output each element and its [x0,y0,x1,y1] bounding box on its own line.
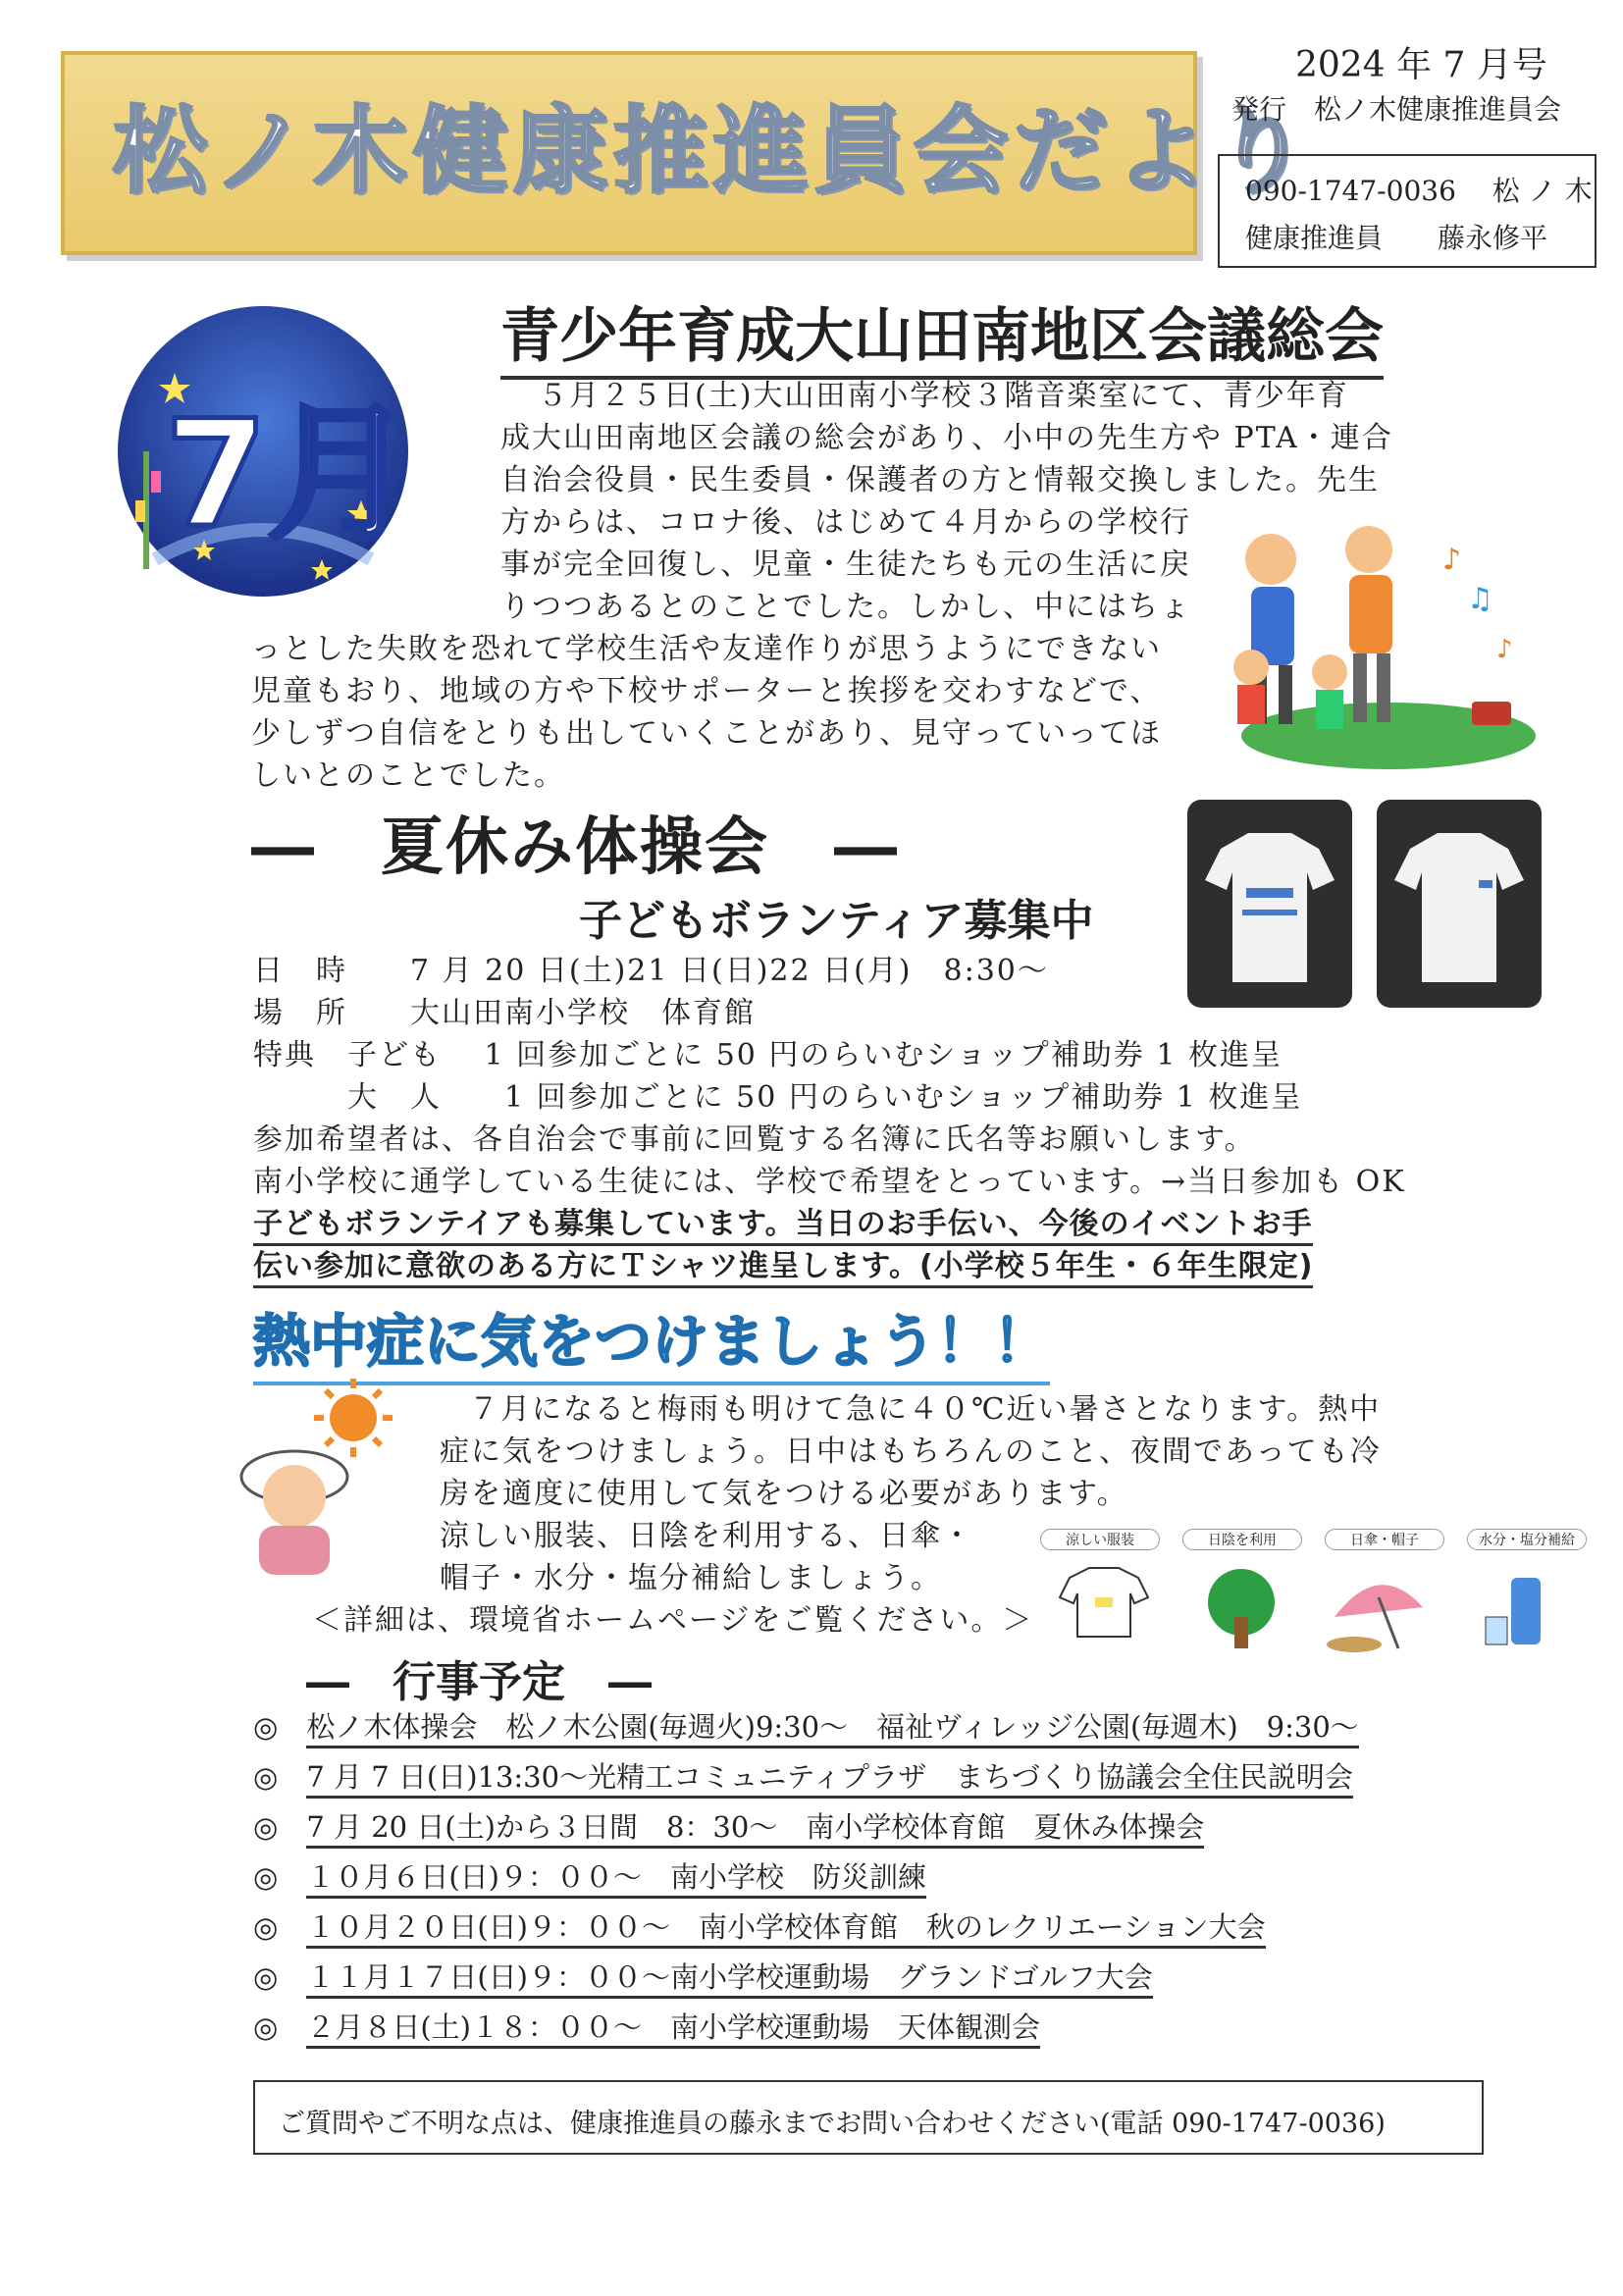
section-summer-exercise-title: ― 夏休み体操会 ― [251,811,899,884]
inquiry-box [253,2080,1484,2155]
event-benefit-adult-line: 大 人 1 回参加ごとに 50 円のらいむショップ補助券 1 枚進呈 [253,1080,1303,1115]
assembly-line-5: 事が完全回復し、児童・生徒たちも元の生活に戻 [500,548,1191,582]
assembly-line-6: りつつあるとのことでした。しかし、中にはちょ [500,590,1191,624]
issue-date: 2024 年 7 月号 [1295,45,1547,85]
assembly-line-3: 自治会役員・民生委員・保護者の方と情報交換しました。先生 [500,463,1380,497]
tshirt-icon [1060,1568,1148,1637]
section-volunteer-subtitle: 子どもボランティア募集中 [579,896,1094,946]
assembly-line-7: っとした失敗を恐れて学校生活や友達作りが思うようにできない [251,632,1162,666]
water-bottle-icon [1486,1578,1541,1644]
assembly-line-2: 成大山田南地区会議の総会があり、小中の先生方や PTA・連合 [500,421,1393,455]
heatstroke-line-1: ７月になると梅雨も明けて急に４０℃近い暑さとなります。熱中 [469,1392,1382,1427]
event-benefit-child-line: 特典 子ども 1 回参加ごとに 50 円のらいむショップ補助券 1 枚進呈 [253,1038,1283,1072]
contact-name: 健康推進員 藤永修平 [1245,222,1548,254]
schedule-item: ◎ １０月６日(日)９：００～ 南小学校 防災訓練 [253,1855,926,1896]
tshirt-photo-back [1377,800,1542,1008]
publisher: 発行 松ノ木健康推進員会 [1231,93,1562,126]
schedule-item: ◎ １０月２０日(日)９：００～ 南小学校体育館 秋のレクリエーション大会 [253,1905,1266,1946]
contact-box [1218,154,1597,268]
july-badge-text: 7月 [165,390,415,560]
event-place-line: 場 所 大山田南小学校 体育館 [253,996,756,1030]
tshirt-photo-front [1187,800,1352,1008]
volunteer-notice-line-1: 子どもボランテイアも募集しています。当日のお手伝い、今後のイベントお手 [253,1203,1313,1245]
assembly-line-10: しいとのことでした。 [251,758,565,793]
assembly-line-8: 児童もおり、地域の方や下校サポーターと挨拶を交わすなどで、 [251,674,1162,708]
event-registration-line: 参加希望者は、各自治会で事前に回覧する名簿に氏名等お願いします。 [253,1122,1256,1157]
svg-text:♫: ♫ [1467,582,1493,616]
contact-phone: 090-1747-0036 松 ノ 木 [1245,175,1593,207]
schedule-item: ◎ 7 月 7 日(日)13:30～光精工コミュニティプラザ まちづくり協議会全住民説明会 [253,1755,1353,1796]
cool-clothes-label: 涼しい服装 [1040,1529,1160,1550]
inquiry-text: ご質問やご不明な点は、健康推進員の藤永までお問い合わせください(電話 090-1747-0036) [279,2109,1386,2139]
volunteer-notice-line-2: 伝い参加に意欲のある方にＴシャツ進呈します。(小学校５年生・６年生限定) [253,1245,1313,1287]
heatstroke-line-2: 症に気をつけましょう。日中はもちろんのこと、夜間であっても冷 [440,1435,1382,1469]
assembly-line-9: 少しずつ自信をとりも出していくことがあり、見守っていってほ [251,716,1162,751]
svg-text:♪: ♪ [1496,635,1513,664]
section-schedule-title: ― 行事予定 ― [306,1657,652,1707]
woman-with-sun-illustration [236,1379,393,1575]
assembly-line-4: 方からは、コロナ後、はじめて４月からの学校行 [500,505,1191,540]
heatstroke-note: ＜詳細は、環境省ホームページをご覧ください。＞ [312,1603,1034,1638]
tree-icon [1208,1569,1275,1648]
heatstroke-line-4: 涼しい服装、日陰を利用する、日傘・ [440,1519,973,1553]
schedule-item: ◎ 松ノ木体操会 松ノ木公園(毎週火)9:30～ 福祉ヴィレッジ公園(毎週木) 9:30～ [253,1705,1359,1746]
heatstroke-line-5: 帽子・水分・塩分補給しましょう。 [440,1561,942,1595]
newsletter-title: 松ノ木健康推進員会だより [113,96,1314,206]
heat-prevention-icons [1040,1529,1590,1656]
schedule-item: ◎ ２月８日(土)１８：００～ 南小学校運動場 天体観測会 [253,2006,1040,2046]
heatstroke-line-3: 房を適度に使用して気をつける必要があります。 [440,1477,1128,1511]
section-assembly-title: 青少年育成大山田南地区会議総会 [500,289,1384,380]
event-date-line: 日 時 7 月 20 日(土)21 日(日)22 日(月) 8:30～ [253,954,1049,988]
schedule-item: ◎ １１月１７日(日)９：００～南小学校運動場 グランドゴルフ大会 [253,1956,1153,1996]
hydration-label: 水分・塩分補給 [1467,1529,1587,1550]
parasol-icon [1327,1585,1423,1652]
event-school-line: 南小学校に通学している生徒には、学校で希望をとっています。→当日参加も OK [253,1165,1406,1199]
exercise-family-illustration [1231,500,1545,775]
schedule-item: ◎ 7 月 20 日(土)から３日間 8：30～ 南小学校体育館 夏休み体操会 [253,1805,1204,1846]
section-heatstroke-title: 熱中症に気をつけましょう！！ [253,1295,1050,1385]
shade-label: 日陰を利用 [1182,1529,1302,1550]
svg-text:♪: ♪ [1442,543,1462,577]
parasol-hat-label: 日傘・帽子 [1325,1529,1444,1550]
assembly-line-1: ５月２５日(土)大山田南小学校３階音楽室にて、青少年育 [538,379,1349,413]
